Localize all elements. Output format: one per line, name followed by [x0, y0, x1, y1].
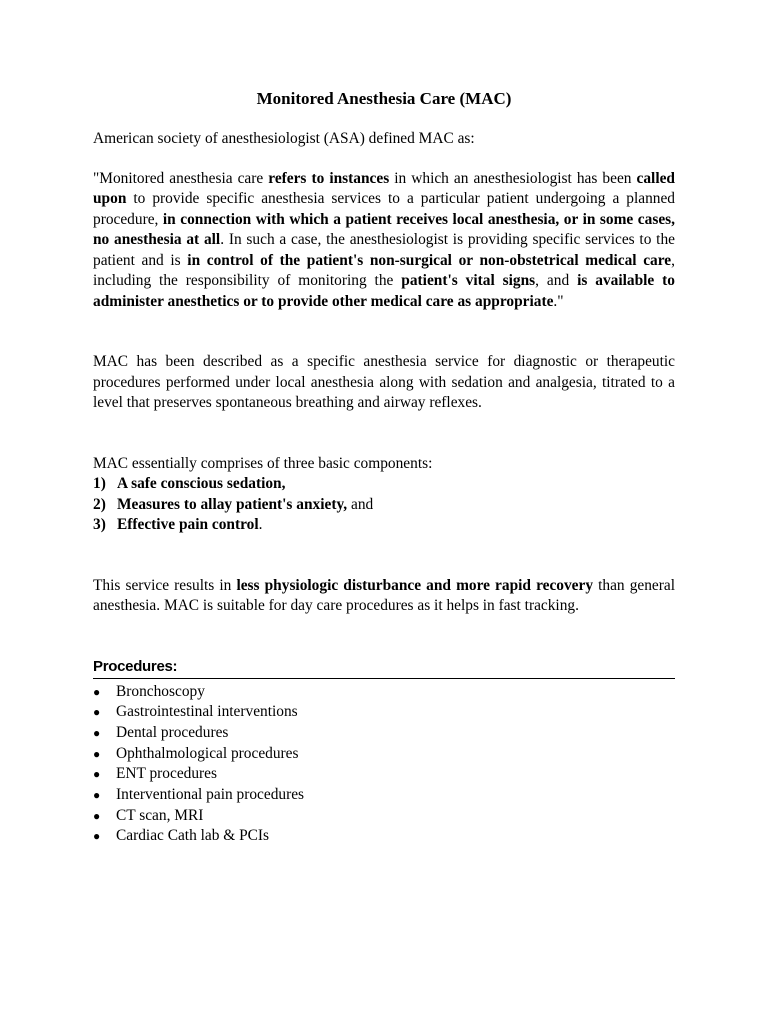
- procedure-label: Cardiac Cath lab & PCIs: [116, 827, 270, 845]
- procedures-list: [93, 682, 675, 848]
- text-run: "Monitored anesthesia care: [93, 169, 269, 187]
- bullet-icon: ●: [93, 767, 101, 782]
- procedure-item: [93, 806, 675, 827]
- component-number: 2): [93, 495, 106, 513]
- text-run: .": [553, 292, 564, 310]
- component-bold-text: A safe conscious sedation,: [117, 475, 286, 492]
- emphasized-text: patient's vital signs: [401, 272, 536, 289]
- component-bold-text: Effective pain control: [117, 516, 259, 533]
- component-item: [93, 495, 675, 516]
- intro-paragraph: American society of anesthesiologist (ASA) defined MAC as:: [93, 130, 475, 147]
- component-item: [93, 515, 675, 536]
- asa-definition-paragraph: [93, 169, 675, 313]
- bullet-icon: ●: [93, 829, 101, 844]
- procedure-label: Gastrointestinal interventions: [116, 703, 298, 721]
- procedure-item: [93, 744, 675, 765]
- document-title: Monitored Anesthesia Care (MAC): [256, 89, 512, 108]
- bullet-icon: ●: [93, 725, 101, 740]
- procedure-item: [93, 785, 675, 806]
- bullet-icon: ●: [93, 684, 101, 699]
- procedures-heading: Procedures:: [93, 657, 675, 679]
- procedure-item: [93, 764, 675, 785]
- bullet-icon: ●: [93, 746, 101, 761]
- text-run: than general anesthesia. MAC is suitable for day care procedures as it helps in fast tracking.: [93, 576, 675, 614]
- components-list: [93, 474, 675, 536]
- text-run: to provide specific anesthesia services to a particular patient undergoing a planned procedure,: [93, 190, 675, 228]
- procedure-label: CT scan, MRI: [116, 806, 204, 824]
- procedure-item: [93, 702, 675, 723]
- text-run: in which an anesthesiologist has been: [389, 169, 637, 187]
- component-rest-text: and: [347, 495, 374, 513]
- emphasized-text: in connection with which a patient receives local anesthesia, or in some cases, no anesthesia at all: [93, 210, 675, 248]
- text-run: . In such a case, the anesthesiologist is providing specific services to the patient and is: [93, 231, 675, 269]
- text-run: , and: [535, 272, 578, 289]
- emphasized-text: refers to instances: [268, 169, 390, 187]
- procedure-label: Interventional pain procedures: [116, 786, 305, 804]
- description-paragraph: MAC has been described as a specific anesthesia service for diagnostic or therapeutic procedures performed under local anesthesia along with sedation and analgesia, titrated to a level that preserves spontaneous breathing and airway reflexes.: [93, 353, 675, 411]
- text-run: , including the responsibility of monitoring the: [93, 251, 675, 289]
- procedure-item: [93, 682, 675, 703]
- procedure-item: [93, 826, 675, 847]
- procedure-label: Bronchoscopy: [116, 682, 205, 700]
- emphasized-text: in control of the patient's non-surgical or non-obstetrical medical care: [187, 251, 672, 269]
- service-paragraph: [93, 576, 675, 617]
- emphasized-text: is available to administer anesthetics or to provide other medical care as appropriate: [93, 272, 676, 310]
- components-intro: MAC essentially comprises of three basic components:: [93, 454, 433, 472]
- bullet-icon: ●: [93, 808, 101, 823]
- bullet-icon: ●: [93, 788, 101, 803]
- procedure-item: [93, 723, 675, 744]
- component-number: 3): [93, 516, 106, 533]
- component-bold-text: Measures to allay patient's anxiety,: [117, 495, 348, 513]
- emphasized-text: called upon: [93, 169, 675, 207]
- document-page: [93, 88, 675, 847]
- bullet-icon: ●: [93, 705, 101, 720]
- procedure-label: Dental procedures: [116, 723, 229, 741]
- component-item: [93, 474, 675, 495]
- procedure-label: ENT procedures: [116, 765, 218, 783]
- emphasized-text: less physiologic disturbance and more rapid recovery: [236, 576, 594, 594]
- procedure-label: Ophthalmological procedures: [116, 744, 299, 762]
- text-run: This service results in: [93, 576, 237, 594]
- component-number: 1): [93, 475, 106, 492]
- component-rest-text: .: [258, 516, 263, 533]
